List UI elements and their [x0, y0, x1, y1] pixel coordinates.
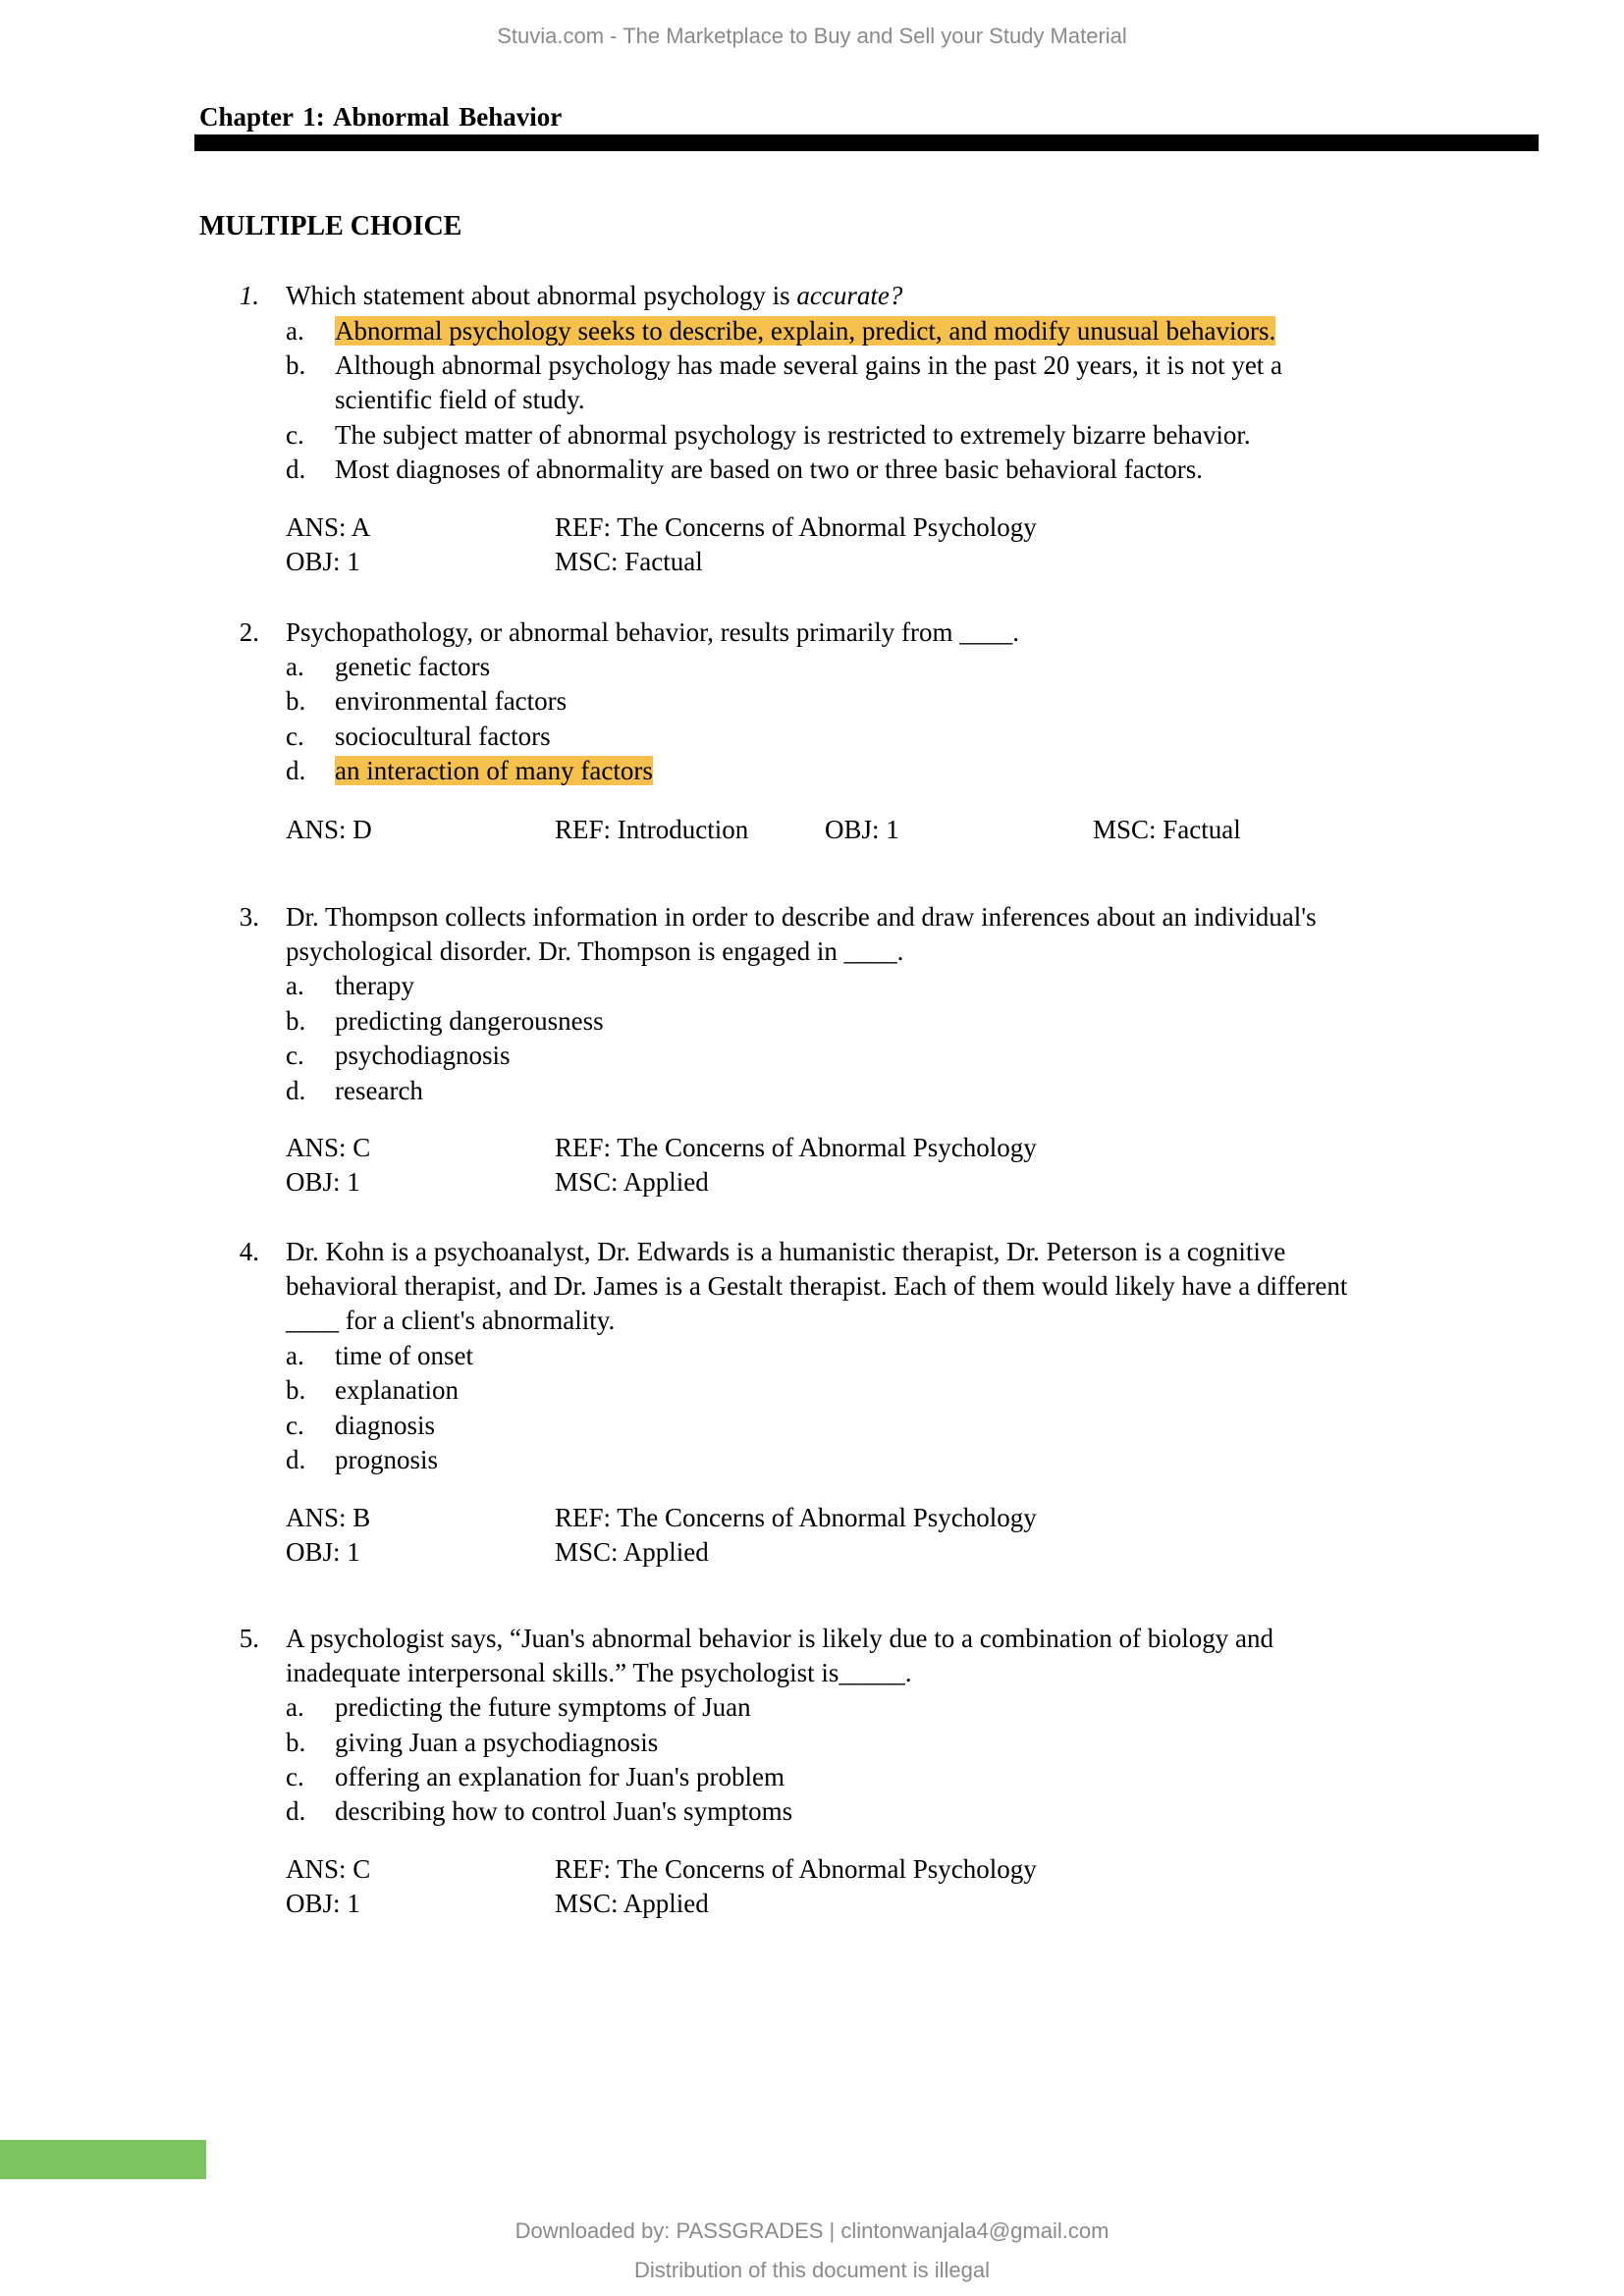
question-number: 4. [239, 1237, 259, 1266]
objective: OBJ: 1 [286, 1537, 360, 1567]
reference: REF: The Concerns of Abnormal Psychology [555, 1503, 1037, 1532]
option-text: giving Juan a psychodiagnosis [335, 1728, 659, 1757]
chapter-rule-divider [194, 134, 1539, 151]
option-letter: c. [286, 721, 304, 751]
option-text: time of onset [335, 1341, 473, 1370]
reference: REF: The Concerns of Abnormal Psychology [555, 512, 1037, 542]
option-letter: a. [286, 316, 304, 346]
question-stem: Dr. Thompson collects information in order to describe and draw inferences about an individual's [286, 902, 1317, 932]
misc-category: MSC: Applied [555, 1167, 709, 1197]
question-stem: A psychologist says, “Juan's abnormal behavior is likely due to a combination of biology and [286, 1624, 1273, 1653]
option-text: Most diagnoses of abnormality are based on two or three basic behavioral factors. [335, 454, 1203, 484]
section-heading: MULTIPLE CHOICE [199, 211, 462, 241]
misc-category: MSC: Applied [555, 1889, 709, 1918]
option-letter: b. [286, 1006, 306, 1036]
option-letter: c. [286, 1041, 304, 1070]
option-letter: a. [286, 1341, 304, 1370]
option-letter: d. [286, 454, 306, 484]
objective: OBJ: 1 [286, 1167, 360, 1197]
option-text: scientific field of study. [335, 385, 585, 414]
question-stem: inadequate interpersonal skills.” The psychologist is_____. [286, 1658, 912, 1687]
answer-highlight: Abnormal psychology seeks to describe, explain, predict, and modify unusual behaviors. [335, 316, 1276, 346]
footer-distribution-notice: Distribution of this document is illegal [634, 2258, 990, 2282]
option-text: The subject matter of abnormal psychology is restricted to extremely bizarre behavior. [335, 420, 1251, 450]
option-letter: b. [286, 350, 306, 380]
option-letter: d. [286, 756, 306, 785]
option-text: sociocultural factors [335, 721, 551, 751]
option-text [335, 314, 1275, 347]
answer-highlight: an interaction of many factors [335, 756, 653, 785]
chapter-title: Chapter 1: Abnormal Behavior [199, 102, 563, 132]
misc-category: MSC: Factual [555, 547, 703, 576]
question-stem: behavioral therapist, and Dr. James is a Gestalt therapist. Each of them would likely have a different [286, 1271, 1348, 1301]
question-number: 2. [239, 617, 259, 647]
objective: OBJ: 1 [286, 547, 360, 576]
option-letter: b. [286, 1375, 306, 1405]
answer-key: ANS: C [286, 1854, 371, 1884]
answer-key: ANS: C [286, 1133, 371, 1162]
option-text: offering an explanation for Juan's problem [335, 1762, 785, 1791]
question-number: 5. [239, 1624, 259, 1653]
question-number: 1. [239, 281, 259, 310]
option-letter: d. [286, 1076, 306, 1105]
reference: REF: The Concerns of Abnormal Psychology [555, 1854, 1037, 1884]
option-text: diagnosis [335, 1411, 436, 1440]
option-text: describing how to control Juan's symptoms [335, 1796, 793, 1826]
reference: REF: Introduction [555, 815, 749, 844]
misc-category: MSC: Factual [1093, 815, 1241, 844]
stuvia-banner: Stuvia.com - The Marketplace to Buy and Sell your Study Material [497, 24, 1127, 48]
option-text [335, 754, 653, 787]
option-letter: b. [286, 686, 306, 716]
objective: OBJ: 1 [286, 1889, 360, 1918]
option-letter: a. [286, 652, 304, 681]
option-letter: d. [286, 1445, 306, 1474]
answer-key: ANS: D [286, 815, 372, 844]
question-stem: Dr. Kohn is a psychoanalyst, Dr. Edwards is a humanistic therapist, Dr. Peterson is a cognitive [286, 1237, 1286, 1266]
option-text: Although abnormal psychology has made several gains in the past 20 years, it is not yet a [335, 350, 1283, 380]
option-letter: b. [286, 1728, 306, 1757]
option-letter: a. [286, 971, 304, 1000]
option-letter: c. [286, 1411, 304, 1440]
option-text: predicting the future symptoms of Juan [335, 1692, 751, 1722]
option-text: research [335, 1076, 423, 1105]
answer-key: ANS: A [286, 512, 371, 542]
question-stem: ____ for a client's abnormality. [286, 1306, 616, 1335]
question-stem: Psychopathology, or abnormal behavior, results primarily from ____. [286, 617, 1020, 647]
option-letter: a. [286, 1692, 304, 1722]
option-text: explanation [335, 1375, 459, 1405]
option-text: environmental factors [335, 686, 568, 716]
option-text: therapy [335, 971, 414, 1000]
green-page-marker [0, 2140, 206, 2179]
option-text: psychodiagnosis [335, 1041, 511, 1070]
reference: REF: The Concerns of Abnormal Psychology [555, 1133, 1037, 1162]
answer-key: ANS: B [286, 1503, 371, 1532]
footer-downloaded-by: Downloaded by: PASSGRADES | clintonwanjala4@gmail.com [514, 2218, 1110, 2243]
option-text: predicting dangerousness [335, 1006, 604, 1036]
option-text: prognosis [335, 1445, 439, 1474]
objective: OBJ: 1 [825, 815, 899, 844]
misc-category: MSC: Applied [555, 1537, 709, 1567]
option-letter: c. [286, 420, 304, 450]
option-letter: d. [286, 1796, 306, 1826]
option-letter: c. [286, 1762, 304, 1791]
question-stem: psychological disorder. Dr. Thompson is engaged in ____. [286, 936, 904, 966]
question-number: 3. [239, 902, 259, 932]
question-stem: Which statement about abnormal psychology is accurate? [286, 281, 903, 310]
option-text: genetic factors [335, 652, 491, 681]
